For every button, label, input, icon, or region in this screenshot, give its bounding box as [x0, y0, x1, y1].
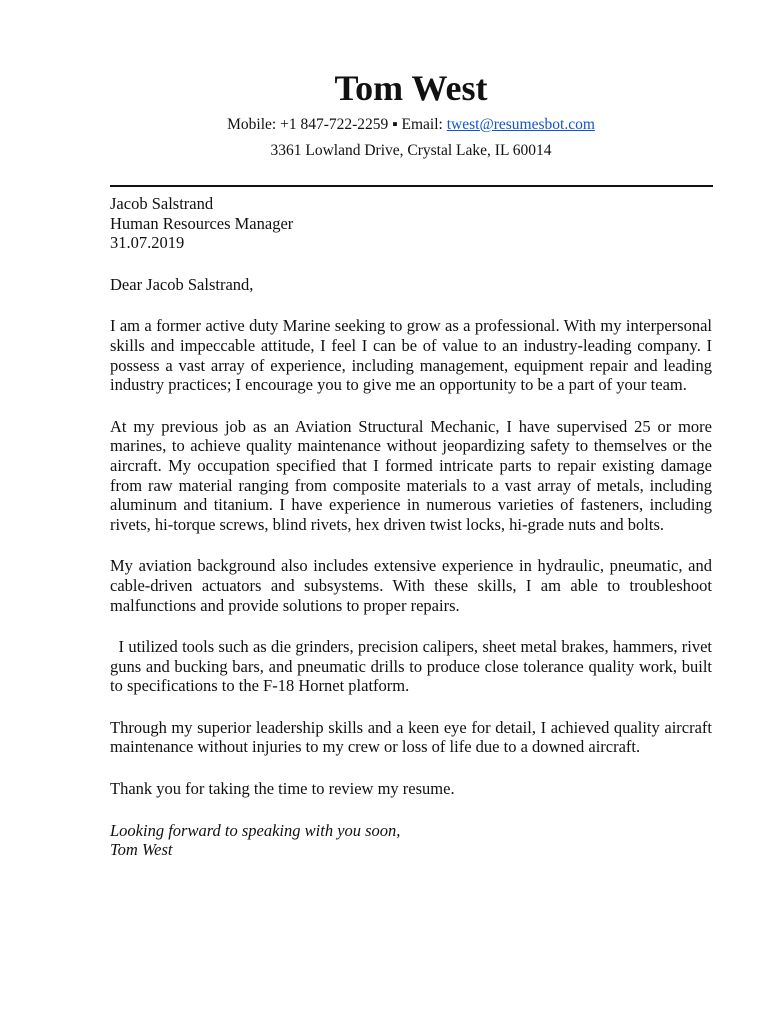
- paragraph-tools: I utilized tools such as die grinders, precision calipers, sheet metal brakes, hammers, rivet guns and bucking bars, and pneumatic drills to produce close tolerance quality work, built to specifications to the F-18 Hornet platform.: [110, 637, 712, 696]
- paragraph-experience: At my previous job as an Aviation Structural Mechanic, I have supervised 25 or more marines, to achieve quality maintenance without jeopardizing safety to themselves or the aircraft. My occupation specified that I formed intricate parts to repair existing damage from raw material ranging from composite materials to a vast array of metals, including aluminum and titanium. I have experience in numerous varieties of fasteners, including rivets, hi-torque screws, blind rivets, hex driven twist locks, hi-grade nuts and bolts.: [110, 416, 712, 534]
- contact-line: [110, 115, 712, 134]
- paragraph-intro: I am a former active duty Marine seeking to grow as a professional. With my interpersonal skills and impeccable attitude, I feel I can be of value to an industry-leading company. I possess a vast array of experience, including management, equipment repair and leading industry practices; I encourage you to give me an opportunity to be a part of your team.: [110, 316, 712, 395]
- header-divider: [110, 185, 713, 187]
- mobile-number: +1 847-722-2259: [280, 116, 389, 133]
- letter-date: 31.07.2019: [110, 233, 185, 253]
- letter-body: [110, 194, 712, 860]
- closing-line: Looking forward to speaking with you soon,: [110, 820, 401, 840]
- recipient-block: [110, 194, 712, 253]
- email-label: Email:: [401, 116, 443, 133]
- signature-name: Tom West: [110, 840, 173, 860]
- address-line: 3361 Lowland Drive, Crystal Lake, IL 60014: [270, 142, 552, 159]
- closing-block: [110, 821, 712, 860]
- recipient-name: Jacob Salstrand: [110, 194, 214, 213]
- salutation: Dear Jacob Salstrand,: [110, 274, 254, 294]
- paragraph-leadership: Through my superior leadership skills and a keen eye for detail, I achieved quality aircraft maintenance without injuries to my crew or loss of life due to a downed aircraft.: [110, 717, 712, 757]
- separator-bullet: ▪: [392, 116, 398, 133]
- applicant-name: Tom West: [334, 68, 488, 108]
- recipient-title: Human Resources Manager: [110, 213, 294, 233]
- mobile-label: Mobile:: [227, 116, 277, 133]
- paragraph-thanks: Thank you for taking the time to review my resume.: [110, 779, 455, 799]
- paragraph-background: My aviation background also includes extensive experience in hydraulic, pneumatic, and cable-driven actuators and subsystems. With these skills, I am able to troubleshoot malfunctions and provide solutions to proper repairs.: [110, 556, 712, 615]
- email-link[interactable]: twest@resumesbot.com: [446, 116, 595, 133]
